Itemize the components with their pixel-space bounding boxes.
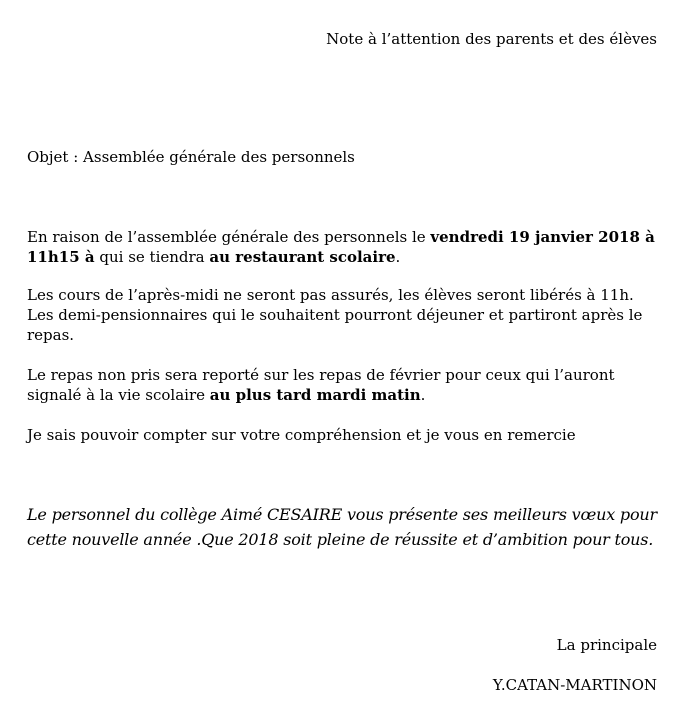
paragraph-classes — [27, 285, 659, 345]
paragraph-text: qui se tiendra — [94, 248, 210, 266]
paragraph-line: Les demi-pensionnaires qui le souhaitent pourront déjeuner et partiront après le repas. — [27, 306, 643, 344]
subject-line: Objet : Assemblée générale des personnels — [27, 148, 355, 166]
paragraph-text: . — [420, 386, 426, 404]
paragraph-thanks: Je sais pouvoir compter sur votre compréhension et je vous en remercie — [27, 426, 576, 444]
paragraph-text: En raison de l’assemblée générale des personnels le — [27, 228, 431, 246]
paragraph-meeting-info — [27, 227, 659, 267]
paragraph-line: Les cours de l’après-midi ne seront pas assurés, les élèves seront libérés à 11h. — [27, 286, 634, 304]
signature-title: La principale — [556, 636, 657, 654]
paragraph-text: . — [395, 248, 401, 266]
meeting-location: au restaurant scolaire — [209, 248, 396, 266]
signature-name: Y.CATAN-MARTINON — [492, 676, 657, 694]
meeting-date: vendredi 19 janvier 2018 à 11h15 à — [27, 228, 655, 266]
deadline: au plus tard mardi matin — [209, 386, 421, 404]
header-attention: Note à l’attention des parents et des élèves — [326, 30, 657, 48]
new-year-greeting: Le personnel du collège Aimé CESAIRE vous présente ses meilleurs vœux pour cette nouvelle année .Que 2018 soit pleine de réussite et d’ambition pour tous. — [27, 505, 657, 549]
paragraph-text: Le repas non pris sera reporté sur les repas de février pour ceux qui l’auront signalé à la vie scolaire — [27, 366, 615, 404]
paragraph-meal — [27, 365, 659, 405]
